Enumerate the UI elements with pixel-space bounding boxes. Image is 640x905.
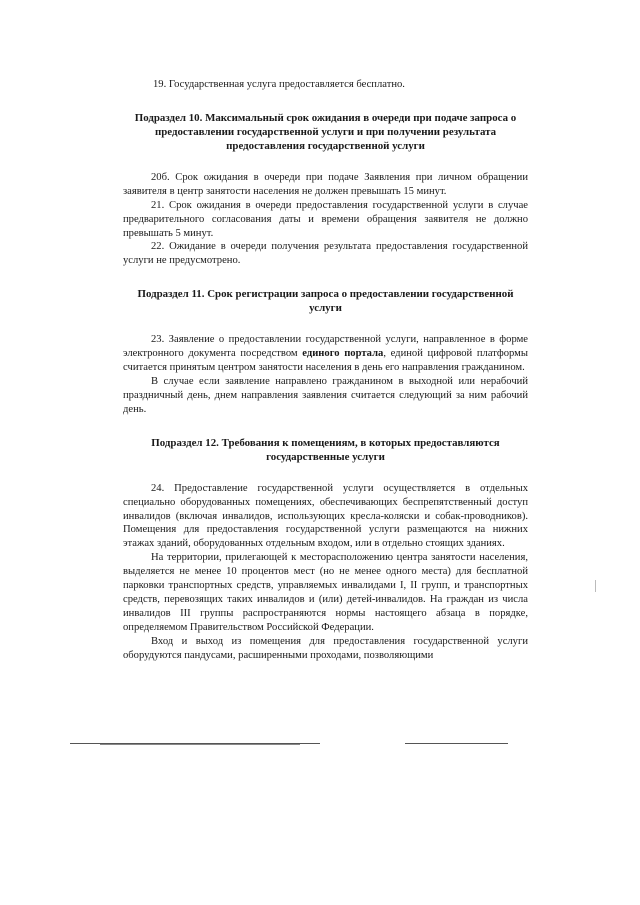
section-11-title: Подраздел 11. Срок регистрации запроса о предоставлении государственной услуги (137, 288, 514, 315)
document-body (123, 78, 528, 662)
item-22: 22. Ожидание в очереди получения результата предоставления государственной услуги не предусмотрено. (123, 241, 528, 267)
footer-rule-left-shadow (100, 744, 300, 745)
item-20b: 20б. Срок ожидания в очереди при подаче Заявления при личном обращении заявителя в центр занятости населения не должен превышать 15 минут. (123, 171, 528, 197)
footer-rules (0, 741, 640, 747)
scan-mark (595, 580, 596, 592)
item-19: 19. Государственная услуга предоставляется бесплатно. (153, 79, 405, 90)
item-23-text-end: , единой цифровой платформы считается принятым центром занятости населения в день его направления гражданином. (123, 348, 528, 374)
item-23-portal: единого портала (302, 348, 384, 360)
item-23-weekend: В случае если заявление направлено гражданином в выходной или нерабочий праздничный день, днем направления заявления считается следующий за ним рабочий день. (123, 375, 528, 415)
section-10-title: Подраздел 10. Максимальный срок ожидания в очереди при подаче запроса о предоставлении государственной услуги и при получении результата предоставления государственной услуги (134, 111, 517, 152)
item-24: 24. Предоставление государственной услуги осуществляется в отдельных специально оборудованных помещениях, обеспечивающих беспрепятственный доступ инвалидов (включая инвалидов, использующих кресла-коляски и собак-проводников). Помещения для предоставления государственной услуги размещаются на нижних этажах зданий, оборудованных отдельным входом, или в отдельно стоящих зданиях. (123, 482, 528, 550)
item-21: 21. Срок ожидания в очереди предоставления государственной услуги в случае предварительного согласования даты и времени обращения заявителя не должно превышать 5 минут. (123, 199, 528, 239)
item-24-entrance: Вход и выход из помещения для предоставления государственной услуги оборудуются пандусами, расширенными проходами, позволяющими (123, 635, 528, 661)
section-12-title: Подраздел 12. Требования к помещениям, в которых предоставляются государственные услуги (151, 436, 500, 463)
item-23 (123, 333, 528, 375)
item-24-parking: На территории, прилегающей к месторасположению центра занятости населения, выделяется не менее 10 процентов мест (но не менее одного места) для бесплатной парковки транспортных средств, управляемых инвалидами I, II групп, и транспортных средств, перевозящих таких инвалидов и (или) детей-инвалидов. На граждан из числа инвалидов III группы распространяются нормы настоящего абзаца в порядке, определяемом Правительством Российской Федерации. (123, 552, 528, 633)
footer-rule-right (405, 743, 508, 744)
item-23-text-start: 23. Заявление о предоставлении государственной услуги, направленное в форме электронного документа посредством (123, 334, 528, 360)
